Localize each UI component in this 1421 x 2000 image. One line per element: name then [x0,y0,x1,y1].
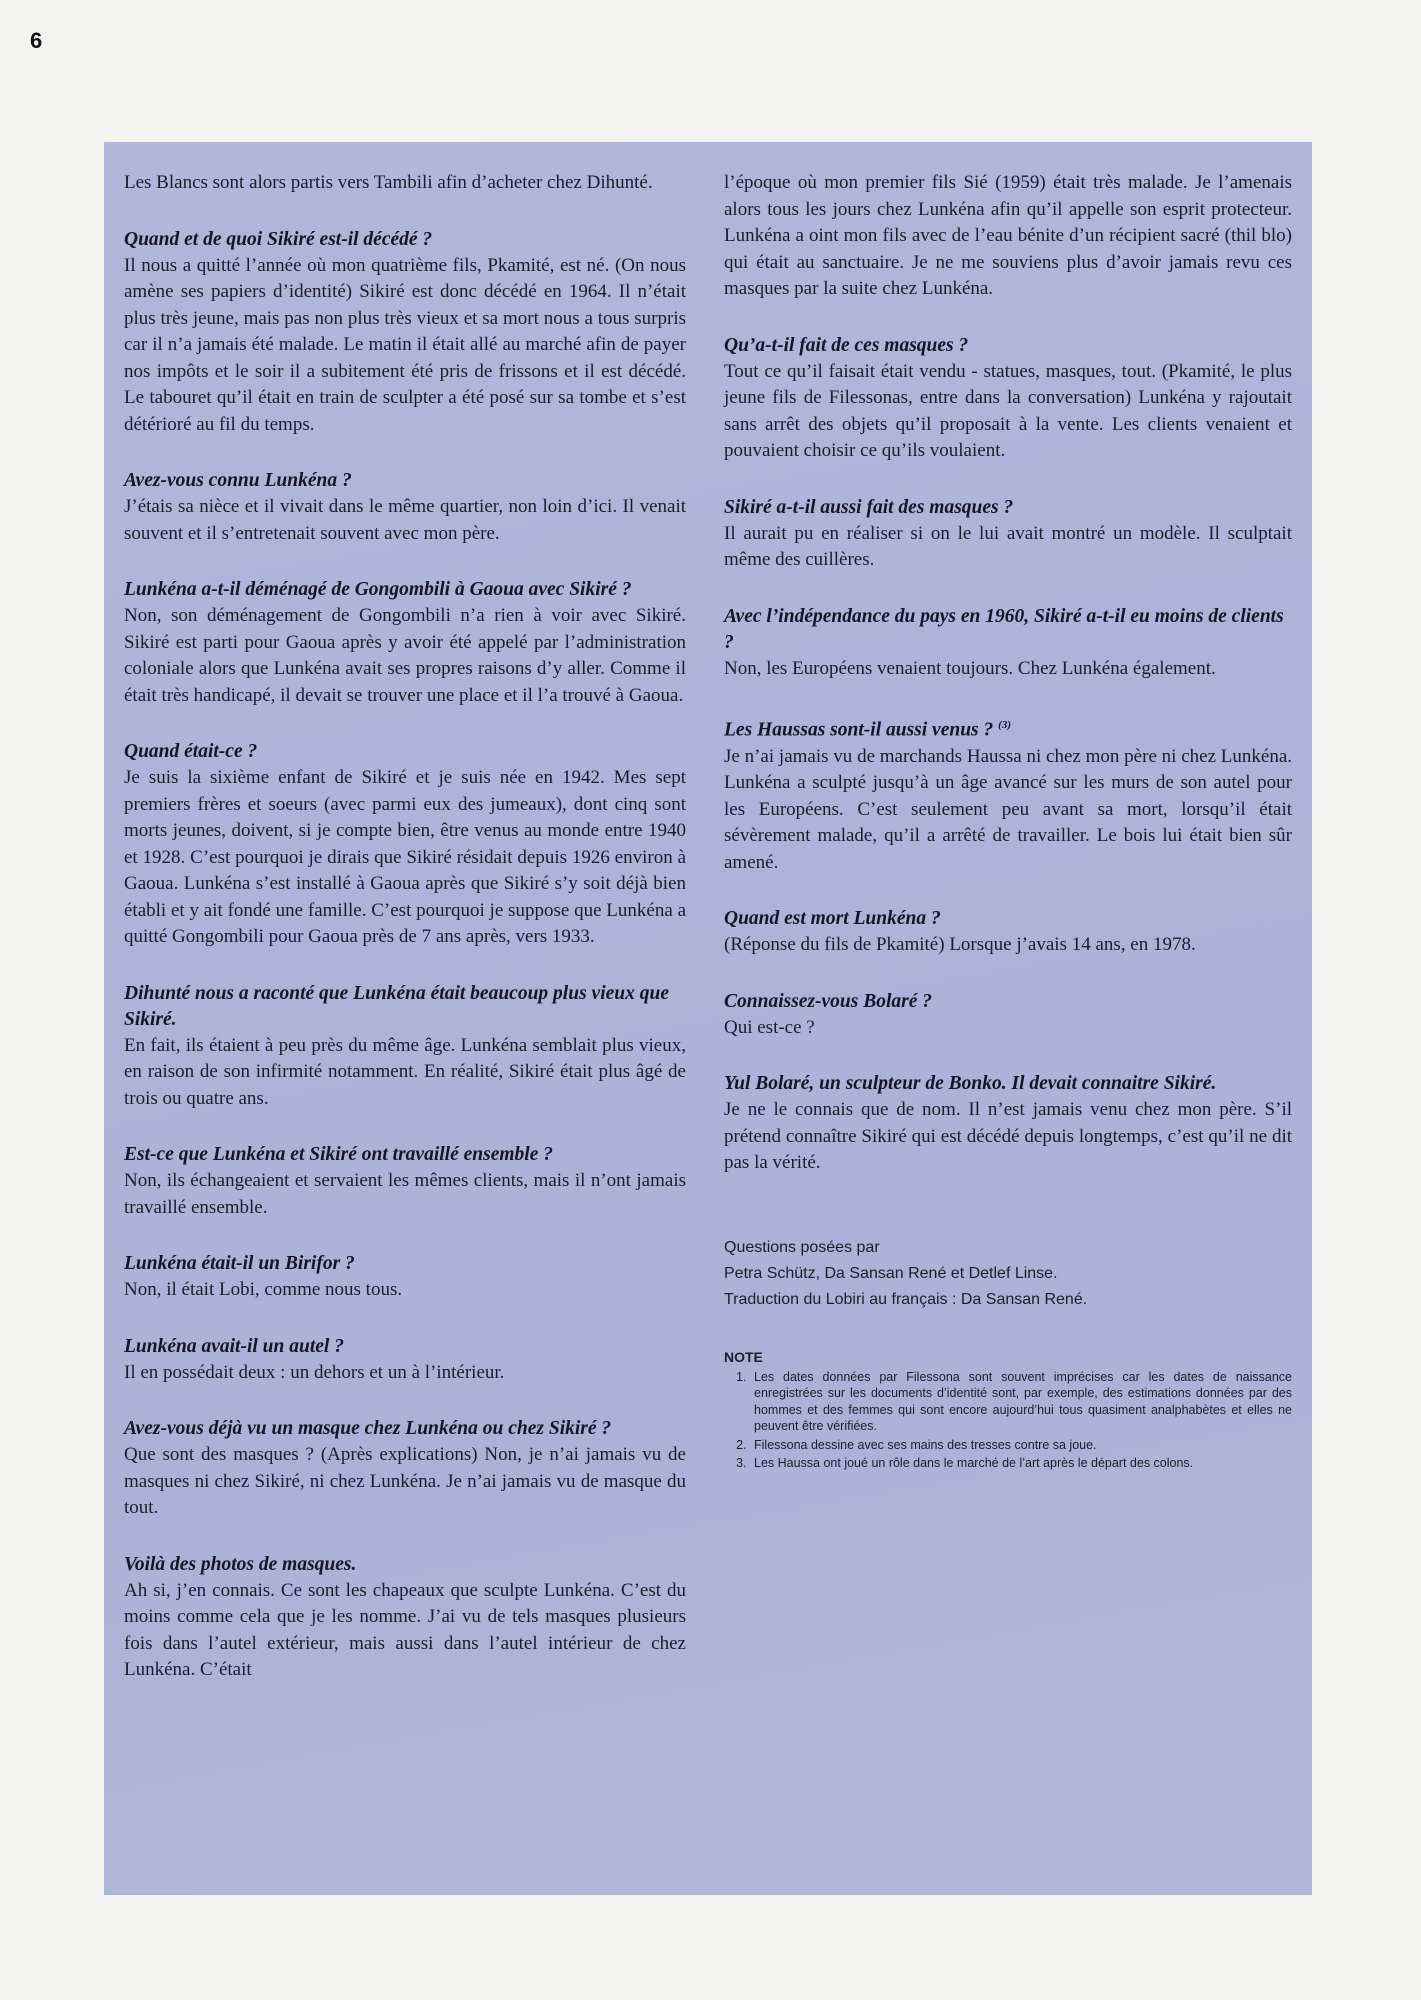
answer: Les Blancs sont alors partis vers Tambili afin d’acheter chez Dihunté. [124,172,653,193]
question: Dihunté nous a raconté que Lunkéna était beaucoup plus vieux que Sikiré. [124,982,669,1030]
answer: Non, les Européens venaient toujours. Chez Lunkéna également. [724,657,1216,679]
qa-block [724,1071,1292,1177]
qa-block [124,577,686,709]
qa-block [124,468,686,547]
answer: (Réponse du fils de Pkamité) Lorsque j’avais 14 ans, en 1978. [724,934,1196,955]
answer: Non, ils échangeaient et servaient les mêmes clients, mais il n’ont jamais travaillé ensemble. [124,1170,686,1218]
qa-block [124,981,686,1113]
question: Sikiré a-t-il aussi fait des masques ? [724,496,1014,518]
question: Connaissez-vous Bolaré ? [724,990,933,1012]
answer: Tout ce qu’il faisait était vendu - statues, masques, tout. (Pkamité, le plus jeune fils de Filessonas, entre dans la conversation) Lunkéna y rajoutait sans arrêt des objets qu’il proposait à la vente. Les clients venaient et pouvaient choisir ce qu’ils voulaient. [724,360,1292,461]
question: Avec l’indépendance du pays en 1960, Sikiré a-t-il eu moins de clients ? [724,605,1284,653]
qa-block [124,227,686,439]
question: Quand est mort Lunkéna ? [724,908,941,929]
notes-title: NOTE [724,1348,763,1365]
question: Avez-vous déjà vu un masque chez Lunkéna ou chez Sikiré ? [124,1418,612,1439]
question: Est-ce que Lunkéna et Sikiré ont travaillé ensemble ? [124,1144,553,1165]
question: Lunkéna a-t-il déménagé de Gongombili à Gaoua avec Sikiré ? [124,579,632,600]
answer: Je suis la sixième enfant de Sikiré et je suis née en 1942. Mes sept premiers frères et soeurs (avec parmi eux des jumeaux), dont cinq sont morts jeunes, doivent, si je compte bien, être venus au monde entre 1940 et 1928. C’est pourquoi je dirais que Sikiré résidait depuis 1926 environ à Gaoua. Lunkéna s’est installé à Gaoua après que Sikiré s’y soit déjà bien établi et y ait fondé une famille. C’est pourquoi je suppose que Lunkéna a quitté Gongombili pour Gaoua près de 7 ans après, vers 1933. [124,767,686,947]
answer: J’étais sa nièce et il vivait dans le même quartier, non loin d’ici. Il venait souvent et il s’entretenait souvent avec mon père. [124,496,686,544]
question: Qu’a-t-il fait de ces masques ? [724,334,969,356]
qa-block [124,1416,686,1522]
note-item: 1. Les dates données par Filessona sont souvent imprécises car les dates de naissance enregistrées sur les documents d’identité sont, par exemple, des estimations données par des hommes et des femmes qui sont encore aujourd’hui tous quasiment analphabètes et elles ne peuvent être vérifiées. [750,1369,1292,1435]
answer: Qui est-ce ? [724,1016,815,1038]
qa-block [124,1334,686,1387]
question: Quand était-ce ? [124,741,258,762]
answer: Il en possédait deux : un dehors et un à l’intérieur. [124,1361,505,1383]
answer: Je n’ai jamais vu de marchands Haussa ni chez mon père ni chez Lunkéna. Lunkéna a sculpté jusqu’à un âge avancé sur les murs de son autel pour les Européens. C’est seulement peu avant sa mort, lorsqu’il était sévèrement malade, qu’il a arrêté de travailler. Le bois lui était bien sûr amené. [724,745,1292,873]
question-text: Les Haussas sont-il aussi venus ? [724,719,994,741]
qa-block [724,495,1292,574]
credits-line: Petra Schütz, Da Sansan René et Detlef Linse. [724,1264,1058,1282]
note-item: 2. Filessona dessine avec ses mains des tresses contre sa joue. [750,1437,1292,1454]
qa-block [124,1251,686,1304]
answer: Il aurait pu en réaliser si on le lui avait montré un modèle. Il sculptait même des cuillères. [724,522,1292,570]
qa-block [724,712,1292,876]
interview-panel [104,142,1312,1895]
question [724,712,1292,744]
qa-block [724,604,1292,683]
credits [724,1235,1292,1313]
footnote-ref: (3) [998,719,1011,731]
left-column [124,170,686,1714]
qa-block [124,1552,686,1684]
page-number: 6 [30,28,43,53]
qa-block [724,989,1292,1042]
question: Avez-vous connu Lunkéna ? [124,470,352,491]
answer: Non, il était Lobi, comme nous tous. [124,1279,403,1300]
note-item: 3. Les Haussa ont joué un rôle dans le marché de l’art après le départ des colons. [750,1455,1292,1472]
answer: Je ne le connais que de nom. Il n’est jamais venu chez mon père. S’il prétend connaître Sikiré qui est décédé depuis longtemps, c’est qu’il ne dit pas la vérité. [724,1099,1292,1173]
credits-line: Traduction du Lobiri au français : Da Sansan René. [724,1290,1088,1308]
notes-list [724,1369,1292,1472]
qa-block [124,1142,686,1221]
qa-block [724,170,1292,303]
question: Lunkéna était-il un Birifor ? [124,1253,355,1274]
answer: Ah si, j’en connais. Ce sont les chapeaux que sculpte Lunkéna. C’est du moins comme cela que je les nomme. J’ai vu de tels masques plusieurs fois dans l’autel extérieur, mais aussi dans l’autel intérieur de chez Lunkéna. C’était [124,1579,686,1680]
qa-block [724,906,1292,959]
answer: Il nous a quitté l’année où mon quatrième fils, Pkamité, est né. (On nous amène ses papiers d’identité) Sikiré est donc décédé en 1964. Il n’était plus très jeune, mais pas non plus très vieux et sa mort nous a tous surpris car il n’a jamais été malade. Le matin il était allé au marché afin de payer nos impôts et le soir il a subitement été pris de frissons et il est décédé. Le tabouret qu’il était en train de sculpter a été posé sur sa tombe et s’est détérioré au fil du temps. [124,254,686,435]
answer: l’époque où mon premier fils Sié (1959) était très malade. Je l’amenais alors tous les jours chez Lunkéna afin qu’il appelle son esprit protecteur. Lunkéna a oint mon fils avec de l’eau bénite d’un récipient sacré (thil blo) qui était au sanctuaire. Je ne me souviens plus d’avoir jamais revu ces masques par la suite chez Lunkéna. [724,172,1292,299]
answer: Que sont des masques ? (Après explications) Non, je n’ai jamais vu de masques ni chez Sikiré, ni chez Lunkéna. Je n’ai jamais vu de masque du tout. [124,1444,686,1518]
question: Voilà des photos de masques. [124,1553,357,1575]
answer: Non, son déménagement de Gongombili n’a rien à voir avec Sikiré. Sikiré est parti pour Gaoua après y avoir été appelé par l’administration coloniale alors que Lunkéna avait ses propres raisons d’y aller. Comme il était très handicapé, il devait se trouver une place et il l’a trouvé à Gaoua. [124,605,686,706]
qa-block [724,333,1292,465]
qa-block [124,170,686,197]
credits-line: Questions posées par [724,1238,880,1256]
question: Yul Bolaré, un sculpteur de Bonko. Il devait connaitre Sikiré. [724,1073,1217,1094]
qa-block [124,739,686,951]
right-column [724,170,1292,1474]
notes [724,1349,1292,1472]
question: Quand et de quoi Sikiré est-il décédé ? [124,228,433,250]
question: Lunkéna avait-il un autel ? [124,1335,344,1357]
answer: En fait, ils étaient à peu près du même âge. Lunkéna semblait plus vieux, en raison de son infirmité notamment. En réalité, Sikiré était plus âgé de trois ou quatre ans. [124,1034,686,1109]
